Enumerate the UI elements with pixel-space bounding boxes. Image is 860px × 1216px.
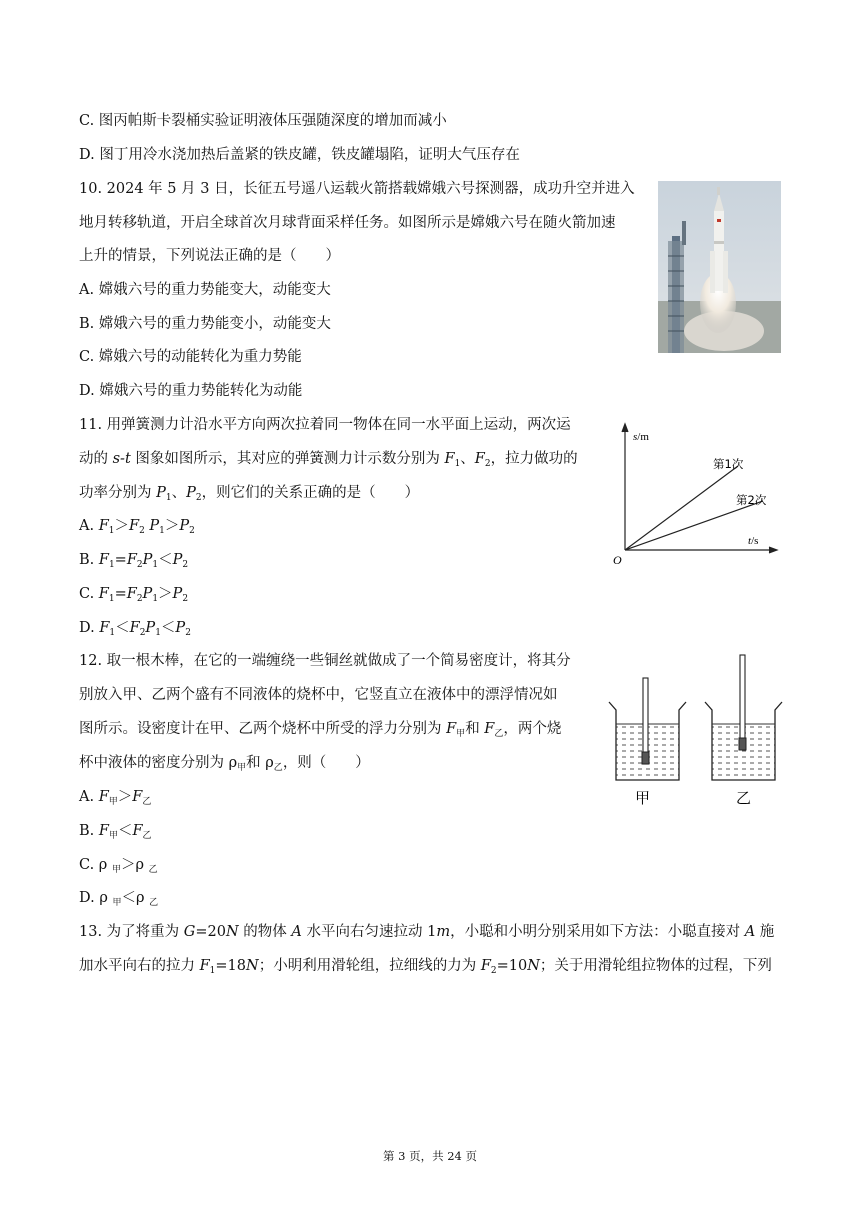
q11-stem-line1: 11. 用弹簧测力计沿水平方向两次拉着同一物体在同一水平面上运动，两次运 (79, 417, 571, 433)
s-t-graph (608, 418, 780, 570)
q10-stem-line2: 地月转移轨道，开启全球首次月球背面采样任务。如图所示是嫦娥六号在随火箭加速 (79, 215, 616, 231)
q10-option-c: C. 嫦娥六号的动能转化为重力势能 (79, 349, 302, 365)
q13-stem-line2: 加水平向右的拉力 $F_1=18N$；小明利用滑轮组，拉细线的力为 $F_2=10N$；关于用滑轮组拉物体的过程，下列 (79, 958, 772, 976)
q10-stem-line3: 上升的情景，下列说法正确的是（ ） (79, 248, 340, 264)
series-line-2 (625, 501, 763, 550)
q11-option-c: C. $F_1=F_2P_1>P_2$ (79, 586, 189, 604)
series-label-2: 第2次 (736, 493, 767, 507)
q10-option-b: B. 嫦娥六号的重力势能变小，动能变大 (79, 316, 331, 332)
y-axis-label: s/m (633, 431, 649, 443)
q11-option-d: D. $F_1<F_2P_1<P_2$ (79, 620, 191, 638)
density-meter-beakers (605, 652, 785, 812)
q11-stem-line2: 动的 s-t 图象如图所示，其对应的弹簧测力计示数分别为 $F_1$、$F_2$，拉力做功的 (79, 451, 578, 469)
q13-stem-line1: 13. 为了将重为 G=20N 的物体 A 水平向右匀速拉动 1m，小聪和小明分别采用如下方法：小聪直接对 A 施 (79, 924, 775, 940)
q11-stem-line3: 功率分别为 $P_1$、$P_2$，则它们的关系正确的是（ ） (79, 485, 420, 503)
beaker-left (609, 678, 686, 780)
q10-option-a: A. 嫦娥六号的重力势能变大，动能变大 (79, 282, 331, 298)
origin-label: O (613, 553, 622, 567)
q12-option-d: D. ρ $_甲$＜ρ $_乙$ (79, 890, 159, 908)
q11-option-b: B. $F_1=F_2P_1<P_2$ (79, 552, 189, 570)
q12-stem-line4: 杯中液体的密度分别为 $\rho_甲$和 $\rho_乙$，则（ ） (79, 755, 370, 773)
x-axis-label: t/s (748, 535, 759, 547)
q12-option-c: C. ρ $_甲$＞ρ $_乙$ (79, 857, 158, 875)
q12-stem-line1: 12. 取一根木棒，在它的一端缠绕一些铜丝就做成了一个简易密度计，将其分 (79, 653, 571, 669)
q12-option-a: A. $F_甲>F_乙$ (79, 789, 152, 807)
q12-option-b: B. $F_甲<F_乙$ (79, 823, 152, 841)
series-label-1: 第1次 (713, 457, 744, 471)
q9-option-c: C. 图丙帕斯卡裂桶实验证明液体压强随深度的增加而减小 (79, 113, 447, 129)
q12-stem-line2: 别放入甲、乙两个盛有不同液体的烧杯中，它竖直立在液体中的漂浮情况如 (79, 687, 558, 703)
x-axis-arrow (769, 547, 777, 553)
q9-option-d: D. 图丁用冷水浇加热后盖紧的铁皮罐，铁皮罐塌陷，证明大气压存在 (79, 147, 520, 163)
y-axis-arrow (622, 424, 628, 432)
q10-option-d: D. 嫦娥六号的重力势能转化为动能 (79, 383, 303, 399)
q10-stem-line1: 10. 2024 年 5 月 3 日，长征五号遥八运载火箭搭载嫦娥六号探测器，成功升空并进入 (79, 181, 635, 197)
q11-option-a: A. $F_1>F_2$ $P_1>P_2$ (79, 518, 195, 536)
beaker-right (705, 655, 782, 780)
beaker-label-yi: 乙 (736, 789, 752, 807)
series-line-1 (625, 466, 738, 550)
q12-stem-line3: 图所示。设密度计在甲、乙两个烧杯中所受的浮力分别为 $F_甲$和 $F_乙$，两个烧 (79, 721, 562, 739)
page-footer: 第 3 页，共 24 页 (382, 1149, 478, 1163)
rocket-launch-photo (658, 181, 781, 353)
beaker-label-jia: 甲 (635, 789, 651, 807)
